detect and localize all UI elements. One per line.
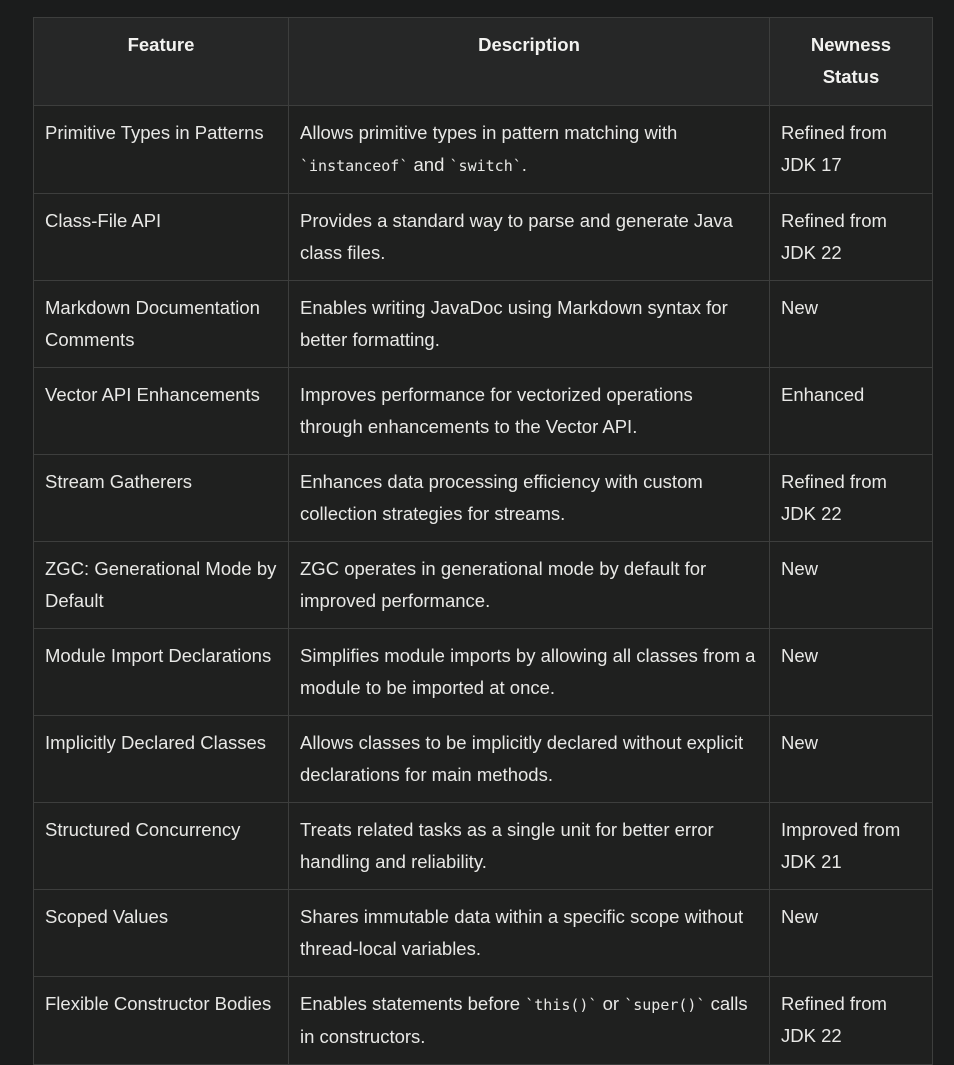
table-body [34,106,933,1065]
feature-cell: Implicitly Declared Classes [34,716,289,803]
description-cell [289,542,770,629]
description-text: Allows primitive types in pattern matching with [300,122,678,143]
description-cell [289,977,770,1065]
inline-code: `super()` [624,996,706,1014]
description-text: Shares immutable data within a specific scope without thread-local variables. [300,906,744,959]
description-cell [289,106,770,194]
description-cell [289,890,770,977]
table-row [34,803,933,890]
column-header-newness-status: Newness Status [770,18,933,106]
status-cell: New [770,890,933,977]
feature-cell: ZGC: Generational Mode by Default [34,542,289,629]
table-row [34,977,933,1065]
description-text: Allows classes to be implicitly declared without explicit declarations for main methods. [300,732,744,785]
features-table [33,17,933,1065]
feature-cell: Class-File API [34,194,289,281]
table-row [34,194,933,281]
features-table-container [33,17,932,1065]
status-cell: Improved from JDK 21 [770,803,933,890]
description-text: or [597,993,625,1014]
description-text: ZGC operates in generational mode by default for improved performance. [300,558,707,611]
inline-code: `instanceof` [300,157,409,175]
status-cell: Refined from JDK 22 [770,977,933,1065]
description-cell [289,194,770,281]
status-cell: New [770,629,933,716]
description-text: Treats related tasks as a single unit for better error handling and reliability. [300,819,714,872]
status-cell: Refined from JDK 22 [770,194,933,281]
feature-cell: Stream Gatherers [34,455,289,542]
feature-cell: Module Import Declarations [34,629,289,716]
column-header-description: Description [289,18,770,106]
description-text: Improves performance for vectorized operations through enhancements to the Vector API. [300,384,693,437]
table-header [34,18,933,106]
description-cell [289,716,770,803]
description-text: . [521,154,527,175]
feature-cell: Vector API Enhancements [34,368,289,455]
feature-cell: Primitive Types in Patterns [34,106,289,194]
description-text: calls in constructors. [300,993,748,1047]
inline-code: `switch` [449,157,522,175]
status-cell: Refined from JDK 22 [770,455,933,542]
status-cell: New [770,716,933,803]
table-row [34,716,933,803]
table-row [34,629,933,716]
feature-cell: Structured Concurrency [34,803,289,890]
feature-cell: Flexible Constructor Bodies [34,977,289,1065]
description-cell [289,629,770,716]
table-row [34,455,933,542]
description-text: Enables statements before [300,993,526,1014]
status-cell: New [770,542,933,629]
table-row [34,890,933,977]
description-cell [289,455,770,542]
table-row [34,542,933,629]
inline-code: `this()` [525,996,598,1014]
table-row [34,281,933,368]
feature-cell: Scoped Values [34,890,289,977]
description-text: Simplifies module imports by allowing all classes from a module to be imported at once. [300,645,756,698]
feature-cell: Markdown Documentation Comments [34,281,289,368]
status-cell: Refined from JDK 17 [770,106,933,194]
description-text: Provides a standard way to parse and generate Java class files. [300,210,733,263]
table-row [34,368,933,455]
description-text: and [408,154,450,175]
header-row [34,18,933,106]
description-cell [289,368,770,455]
description-cell [289,803,770,890]
status-cell: New [770,281,933,368]
description-text: Enhances data processing efficiency with custom collection strategies for streams. [300,471,703,524]
table-row [34,106,933,194]
column-header-feature: Feature [34,18,289,106]
status-cell: Enhanced [770,368,933,455]
description-cell [289,281,770,368]
description-text: Enables writing JavaDoc using Markdown syntax for better formatting. [300,297,728,350]
